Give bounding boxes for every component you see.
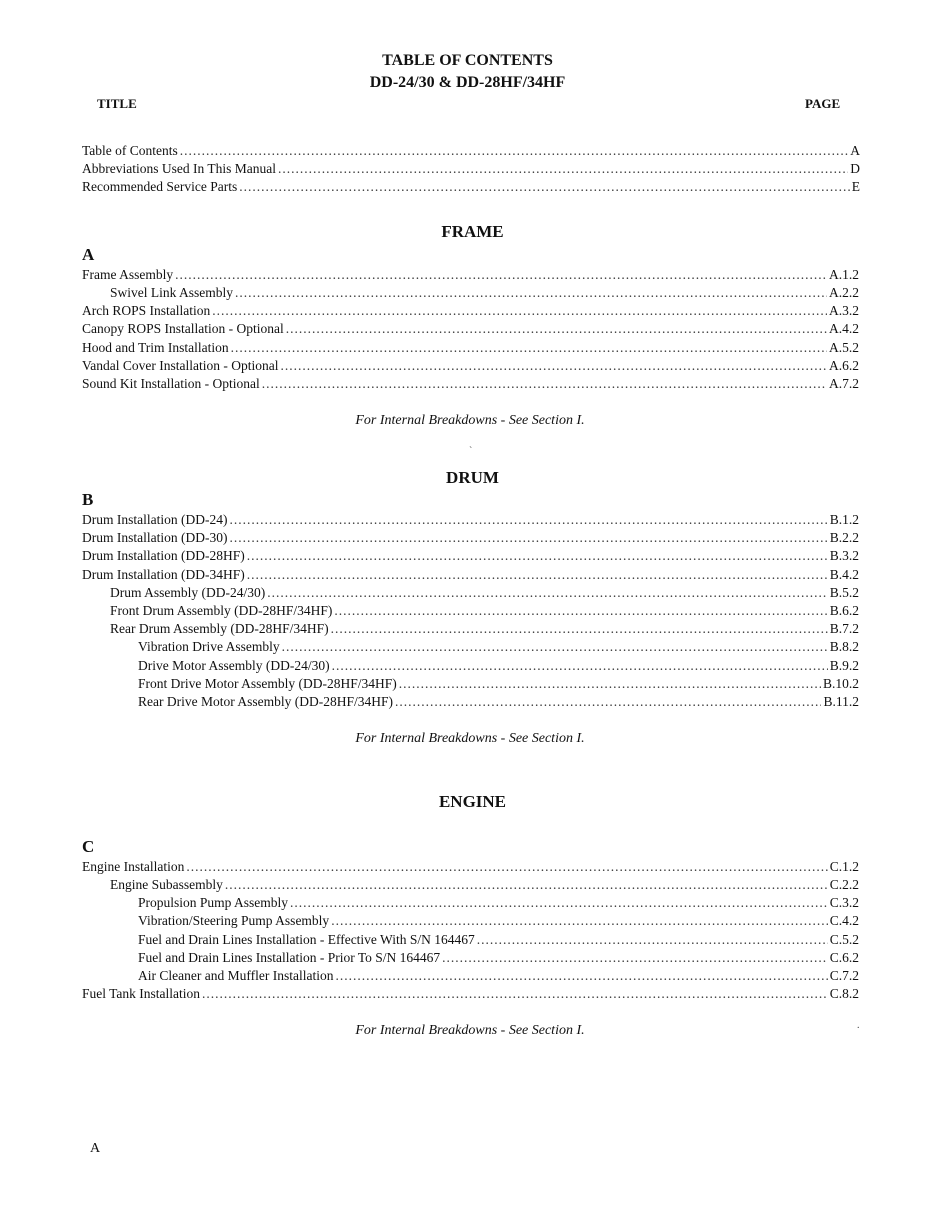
toc-entry-label: Drum Installation (DD-24)	[82, 512, 228, 527]
toc-entry-label: Vibration/Steering Pump Assembly	[138, 913, 330, 928]
toc-entry-label: Drum Installation (DD-34HF)	[82, 567, 245, 582]
toc-entry-page: B.1.2	[829, 512, 859, 527]
toc-entry-page: A.7.2	[829, 376, 859, 391]
toc-entry[interactable]	[138, 950, 859, 966]
toc-entry[interactable]	[110, 285, 859, 301]
toc-entry-label: Fuel and Drain Lines Installation - Prior To S/N 164467	[138, 950, 441, 965]
toc-entry-page: B.3.2	[829, 548, 859, 563]
toc-entry[interactable]	[110, 585, 859, 601]
toc-entry-page: A.6.2	[829, 358, 859, 373]
toc-entry-page: A.1.2	[829, 267, 859, 282]
stray-mark: .	[857, 1020, 860, 1031]
toc-entry-label: Propulsion Pump Assembly	[138, 895, 289, 910]
document-title: TABLE OF CONTENTS	[382, 52, 553, 69]
toc-entry[interactable]	[82, 358, 859, 374]
toc-entry-label: Canopy ROPS Installation - Optional	[82, 321, 284, 336]
toc-entry[interactable]	[82, 512, 859, 528]
toc-entry[interactable]	[82, 179, 860, 195]
section-letter: A	[82, 245, 95, 264]
toc-entry[interactable]	[82, 321, 859, 337]
toc-entry-page: E	[851, 179, 860, 194]
toc-entry-page: C.2.2	[829, 877, 859, 892]
toc-entry[interactable]	[82, 376, 859, 392]
toc-entry-page: B.7.2	[829, 621, 859, 636]
section-note: For Internal Breakdowns - See Section I.	[355, 413, 585, 428]
toc-entry[interactable]	[138, 639, 859, 655]
toc-entry[interactable]	[138, 676, 859, 692]
section-heading-frame: FRAME	[441, 222, 504, 241]
stray-mark: `	[469, 446, 473, 457]
toc-entry-page: C.7.2	[829, 968, 859, 983]
toc-entry-label: Front Drive Motor Assembly (DD-28HF/34HF)	[138, 676, 397, 691]
toc-entry-page: B.5.2	[829, 585, 859, 600]
toc-entry-page: A.4.2	[829, 321, 859, 336]
toc-entry-label: Air Cleaner and Muffler Installation	[138, 968, 334, 983]
toc-entry[interactable]	[82, 530, 859, 546]
toc-entry[interactable]	[110, 877, 859, 893]
section-note: For Internal Breakdowns - See Section I.	[355, 1023, 585, 1038]
toc-entry-page: C.5.2	[829, 932, 859, 947]
toc-entry-page: C.1.2	[829, 859, 859, 874]
toc-entry-label: Arch ROPS Installation	[82, 303, 211, 318]
toc-entry-label: Table of Contents	[82, 143, 178, 158]
toc-entry-label: Vibration Drive Assembly	[138, 639, 280, 654]
toc-entry-page: A	[850, 143, 860, 158]
section-heading-drum: DRUM	[446, 468, 499, 487]
toc-entry-page: C.6.2	[829, 950, 859, 965]
toc-entry-page: C.8.2	[829, 986, 859, 1001]
toc-entry-label: Vandal Cover Installation - Optional	[82, 358, 279, 373]
toc-entry-page: B.6.2	[829, 603, 859, 618]
toc-entry-label: Sound Kit Installation - Optional	[82, 376, 260, 391]
section-heading-engine: ENGINE	[438, 792, 507, 811]
toc-entry-label: Recommended Service Parts	[82, 179, 238, 194]
toc-entry[interactable]	[110, 603, 859, 619]
toc-entry[interactable]	[82, 986, 859, 1002]
toc-entry-page: B.9.2	[829, 658, 859, 673]
toc-entry[interactable]	[138, 658, 859, 674]
toc-entry-page: B.4.2	[829, 567, 859, 582]
toc-entry-page: B.2.2	[829, 530, 859, 545]
toc-entry-label: Rear Drum Assembly (DD-28HF/34HF)	[110, 621, 329, 636]
page-number: A	[90, 1141, 101, 1156]
toc-entry-page: B.11.2	[823, 694, 859, 709]
toc-entry-label: Rear Drive Motor Assembly (DD-28HF/34HF)	[138, 694, 393, 709]
toc-entry-label: Drum Installation (DD-30)	[82, 530, 228, 545]
toc-entry-label: Fuel Tank Installation	[82, 986, 201, 1001]
toc-entry-label: Hood and Trim Installation	[82, 340, 229, 355]
toc-entry-label: Drum Installation (DD-28HF)	[82, 548, 245, 563]
toc-entry-page: A.3.2	[829, 303, 859, 318]
section-letter: B	[82, 490, 94, 509]
toc-entry[interactable]	[138, 895, 859, 911]
toc-entry-label: Engine Subassembly	[110, 877, 223, 892]
toc-entry[interactable]	[82, 267, 859, 283]
toc-entry[interactable]	[82, 548, 859, 564]
toc-entry[interactable]	[138, 968, 859, 984]
toc-entry-label: Fuel and Drain Lines Installation - Effective With S/N 164467	[138, 932, 475, 947]
toc-entry-label: Abbreviations Used In This Manual	[82, 161, 276, 176]
toc-entry[interactable]	[110, 621, 859, 637]
toc-entry[interactable]	[138, 913, 859, 929]
toc-entry-label: Engine Installation	[82, 859, 185, 874]
toc-entry[interactable]	[82, 567, 859, 583]
toc-entry-page: A.2.2	[829, 285, 859, 300]
toc-entry-page: D	[850, 161, 860, 176]
title-column-header: TITLE	[97, 96, 137, 111]
toc-entry[interactable]	[82, 303, 859, 319]
toc-entry-label: Drive Motor Assembly (DD-24/30)	[138, 658, 330, 673]
toc-entry-page: B.10.2	[822, 676, 859, 691]
toc-entry-label: Drum Assembly (DD-24/30)	[110, 585, 266, 600]
toc-entry-page: B.8.2	[829, 639, 859, 654]
toc-entry-label: Frame Assembly	[82, 267, 174, 282]
toc-entry-label: Swivel Link Assembly	[110, 285, 234, 300]
toc-entry[interactable]	[138, 694, 859, 710]
page-column-header: PAGE	[805, 96, 841, 111]
document-subtitle: DD-24/30 & DD-28HF/34HF	[369, 74, 566, 91]
toc-entry-page: C.3.2	[829, 895, 859, 910]
section-note: For Internal Breakdowns - See Section I.	[355, 731, 585, 746]
toc-entry-page: A.5.2	[829, 340, 859, 355]
toc-entry-page: C.4.2	[829, 913, 859, 928]
toc-entry[interactable]	[82, 340, 859, 356]
section-letter: C	[82, 837, 95, 856]
toc-entry[interactable]	[82, 859, 859, 875]
toc-entry-label: Front Drum Assembly (DD-28HF/34HF)	[110, 603, 333, 618]
toc-entry[interactable]	[82, 161, 860, 177]
toc-entry[interactable]	[138, 932, 859, 948]
toc-entry[interactable]	[82, 143, 860, 159]
